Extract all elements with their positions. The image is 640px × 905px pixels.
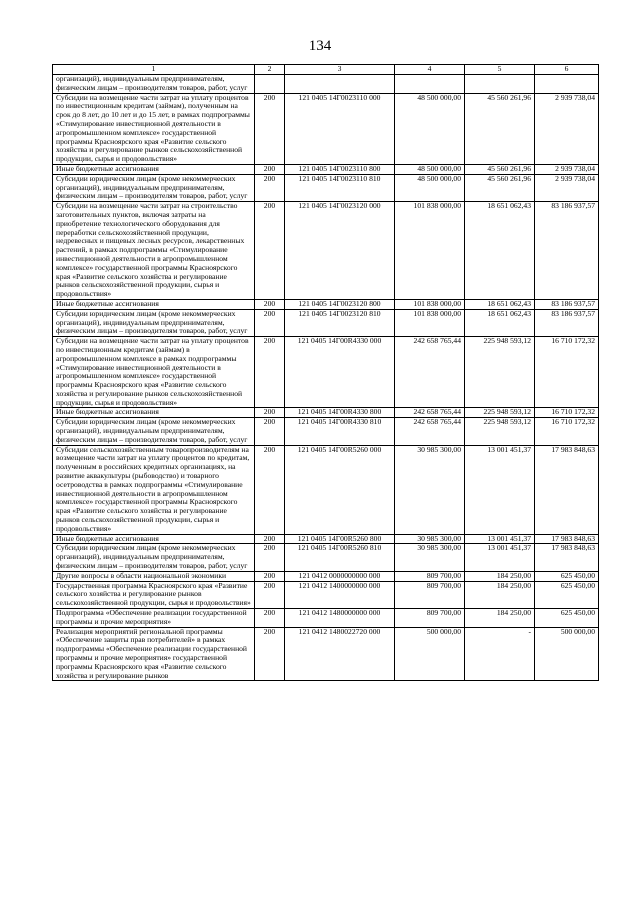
column-header: 4	[395, 65, 465, 75]
row-code: 200	[255, 445, 285, 534]
row-description: Субсидии юридическим лицам (кроме некоммерческих организаций), индивидуальным предпринимателям, физическим лицам – производителям товаров, работ, услуг	[53, 174, 255, 201]
table-row	[53, 534, 599, 544]
row-code: 200	[255, 571, 285, 581]
table-row	[53, 418, 599, 445]
row-code: 200	[255, 534, 285, 544]
row-description: Субсидии юридическим лицам (кроме некоммерческих организаций), индивидуальным предпринимателям, физическим лицам – производителям товаров, работ, услуг	[53, 544, 255, 571]
row-executed-amount: 225 948 593,12	[465, 408, 535, 418]
table-row	[53, 75, 599, 94]
row-executed-amount: 13 001 451,37	[465, 544, 535, 571]
row-budget-classification-code: 121 0405 14Г00R4330 810	[285, 418, 395, 445]
budget-table	[52, 64, 599, 681]
row-code: 200	[255, 309, 285, 336]
row-budget-classification-code: 121 0405 14Г00R5260 000	[285, 445, 395, 534]
row-budget-classification-code: 121 0412 1480000000 000	[285, 609, 395, 628]
row-executed-amount: 225 948 593,12	[465, 337, 535, 408]
row-description: Подпрограмма «Обеспечение реализации государственной программы и прочие мероприятия»	[53, 609, 255, 628]
row-executed-amount: -	[465, 627, 535, 681]
row-unexecuted-amount: 83 186 937,57	[535, 202, 599, 300]
row-approved-amount: 242 658 765,44	[395, 408, 465, 418]
row-approved-amount: 242 658 765,44	[395, 418, 465, 445]
row-unexecuted-amount: 17 983 848,63	[535, 534, 599, 544]
table-row	[53, 202, 599, 300]
row-executed-amount: 18 651 062,43	[465, 309, 535, 336]
row-unexecuted-amount: 625 450,00	[535, 581, 599, 608]
row-budget-classification-code: 121 0412 1400000000 000	[285, 581, 395, 608]
row-unexecuted-amount: 625 450,00	[535, 609, 599, 628]
row-approved-amount: 48 500 000,00	[395, 174, 465, 201]
column-header: 6	[535, 65, 599, 75]
row-budget-classification-code: 121 0405 14Г0023110 800	[285, 164, 395, 174]
column-header: 3	[285, 65, 395, 75]
row-unexecuted-amount: 2 939 738,04	[535, 174, 599, 201]
row-code: 200	[255, 609, 285, 628]
row-approved-amount: 809 700,00	[395, 581, 465, 608]
row-unexecuted-amount: 83 186 937,57	[535, 309, 599, 336]
row-budget-classification-code: 121 0405 14Г0023110 000	[285, 93, 395, 164]
row-approved-amount: 101 838 000,00	[395, 309, 465, 336]
row-executed-amount: 184 250,00	[465, 581, 535, 608]
table-row	[53, 544, 599, 571]
row-approved-amount	[395, 75, 465, 94]
row-unexecuted-amount	[535, 75, 599, 94]
table-row	[53, 299, 599, 309]
row-code: 200	[255, 581, 285, 608]
row-budget-classification-code: 121 0412 1480022720 000	[285, 627, 395, 681]
row-unexecuted-amount: 2 939 738,04	[535, 93, 599, 164]
row-budget-classification-code: 121 0405 14Г00R4330 000	[285, 337, 395, 408]
row-approved-amount: 48 500 000,00	[395, 93, 465, 164]
row-budget-classification-code: 121 0405 14Г0023110 810	[285, 174, 395, 201]
row-description: Субсидии на возмещение части затрат на строительство заготовительных пунктов, включая затраты на приобретение технологического оборудования для переработки сельскохозяйственной продукции, недревесных и пищевых лесных ресурсов, лекарственных растений, в рамках подпрограммы «Стимулирование инвестиционной деятельности в агропромышленном комплексе» государственной программы Красноярского края «Развитие сельского хозяйства и регулирование рынков сельскохозяйственной продукции, сырья и продовольствия»	[53, 202, 255, 300]
row-description: Иные бюджетные ассигнования	[53, 164, 255, 174]
table-row	[53, 174, 599, 201]
row-description: организаций), индивидуальным предпринимателям, физическим лицам – производителям товаров, работ, услуг	[53, 75, 255, 94]
row-unexecuted-amount: 17 983 848,63	[535, 445, 599, 534]
row-description: Иные бюджетные ассигнования	[53, 299, 255, 309]
row-unexecuted-amount: 500 000,00	[535, 627, 599, 681]
row-unexecuted-amount: 16 710 172,32	[535, 408, 599, 418]
row-description: Субсидии сельскохозяйственным товаропроизводителям на возмещение части затрат на уплату процентов по кредитам, полученным в российских кредитных организациях, на развитие аквакультуры (рыбоводство) и товарного осетроводства в рамках подпрограммы «Стимулирование инвестиционной деятельности в агропромышленном комплексе» государственной программы Красноярского края «Развитие сельского хозяйства и регулирование рынков сельскохозяйственной продукции, сырья и продовольствия»	[53, 445, 255, 534]
row-approved-amount: 30 985 300,00	[395, 445, 465, 534]
column-header: 1	[53, 65, 255, 75]
row-description: Субсидии юридическим лицам (кроме некоммерческих организаций), индивидуальным предпринимателям, физическим лицам – производителям товаров, работ, услуг	[53, 309, 255, 336]
row-budget-classification-code: 121 0405 14Г00R5260 810	[285, 544, 395, 571]
row-executed-amount: 18 651 062,43	[465, 202, 535, 300]
row-executed-amount: 18 651 062,43	[465, 299, 535, 309]
row-description: Реализация мероприятий региональной программы «Обеспечение защиты прав потребителей» в рамках подпрограммы «Обеспечение реализации государственной программы и прочие мероприятия» государственной программы Красноярского края «Развитие сельского хозяйства и регулирование рынков	[53, 627, 255, 681]
row-description: Иные бюджетные ассигнования	[53, 534, 255, 544]
row-executed-amount: 45 560 261,96	[465, 174, 535, 201]
column-header: 2	[255, 65, 285, 75]
row-budget-classification-code	[285, 75, 395, 94]
row-budget-classification-code: 121 0405 14Г0023120 800	[285, 299, 395, 309]
row-executed-amount: 184 250,00	[465, 571, 535, 581]
table-row	[53, 337, 599, 408]
row-description: Субсидии юридическим лицам (кроме некоммерческих организаций), индивидуальным предпринимателям, физическим лицам – производителям товаров, работ, услуг	[53, 418, 255, 445]
row-approved-amount: 101 838 000,00	[395, 299, 465, 309]
row-description: Субсидии на возмещение части затрат на уплату процентов по инвестиционным кредитам (займам), полученным на срок до 8 лет, до 10 лет и до 15 лет, в рамках подпрограммы «Стимулирование инвестиционной деятельности в агропромышленном комплексе» государственной программы Красноярского края «Развитие сельского хозяйства и регулирование рынков сельскохозяйственной продукции, сырья и продовольствия»	[53, 93, 255, 164]
row-approved-amount: 101 838 000,00	[395, 202, 465, 300]
row-code: 200	[255, 627, 285, 681]
row-code: 200	[255, 418, 285, 445]
table-row	[53, 93, 599, 164]
table-row	[53, 164, 599, 174]
table-row	[53, 627, 599, 681]
table-row	[53, 609, 599, 628]
row-unexecuted-amount: 2 939 738,04	[535, 164, 599, 174]
table-row	[53, 309, 599, 336]
row-budget-classification-code: 121 0405 14Г0023120 810	[285, 309, 395, 336]
row-description: Государственная программа Красноярского края «Развитие сельского хозяйства и регулирование рынков сельскохозяйственной продукции, сырья и продовольствия»	[53, 581, 255, 608]
row-description: Иные бюджетные ассигнования	[53, 408, 255, 418]
row-code: 200	[255, 93, 285, 164]
table-row	[53, 408, 599, 418]
page-number: 134	[308, 38, 332, 54]
row-executed-amount: 13 001 451,37	[465, 534, 535, 544]
row-unexecuted-amount: 16 710 172,32	[535, 418, 599, 445]
row-executed-amount: 45 560 261,96	[465, 164, 535, 174]
row-code	[255, 75, 285, 94]
row-description: Субсидии на возмещение части затрат на уплату процентов по инвестиционным кредитам (займам) в агропромышленном комплексе в рамках подпрограммы «Стимулирование инвестиционной деятельности в агропромышленном комплексе» государственной программы Красноярского края «Развитие сельского хозяйства и регулирование рынков сельскохозяйственной продукции, сырья и продовольствия»	[53, 337, 255, 408]
row-approved-amount: 48 500 000,00	[395, 164, 465, 174]
row-approved-amount: 30 985 300,00	[395, 534, 465, 544]
row-budget-classification-code: 121 0405 14Г00R5260 800	[285, 534, 395, 544]
row-executed-amount	[465, 75, 535, 94]
row-approved-amount: 242 658 765,44	[395, 337, 465, 408]
row-approved-amount: 30 985 300,00	[395, 544, 465, 571]
table-row	[53, 571, 599, 581]
row-code: 200	[255, 202, 285, 300]
row-executed-amount: 184 250,00	[465, 609, 535, 628]
row-code: 200	[255, 337, 285, 408]
row-code: 200	[255, 164, 285, 174]
row-code: 200	[255, 174, 285, 201]
row-executed-amount: 45 560 261,96	[465, 93, 535, 164]
row-executed-amount: 13 001 451,37	[465, 445, 535, 534]
row-description: Другие вопросы в области национальной экономики	[53, 571, 255, 581]
row-approved-amount: 500 000,00	[395, 627, 465, 681]
row-budget-classification-code: 121 0412 0000000000 000	[285, 571, 395, 581]
row-unexecuted-amount: 16 710 172,32	[535, 337, 599, 408]
row-unexecuted-amount: 83 186 937,57	[535, 299, 599, 309]
row-approved-amount: 809 700,00	[395, 609, 465, 628]
row-unexecuted-amount: 625 450,00	[535, 571, 599, 581]
row-executed-amount: 225 948 593,12	[465, 418, 535, 445]
row-unexecuted-amount: 17 983 848,63	[535, 544, 599, 571]
row-code: 200	[255, 408, 285, 418]
table-row	[53, 581, 599, 608]
table-header-row	[53, 65, 599, 75]
row-code: 200	[255, 299, 285, 309]
column-header: 5	[465, 65, 535, 75]
row-budget-classification-code: 121 0405 14Г0023120 000	[285, 202, 395, 300]
row-budget-classification-code: 121 0405 14Г00R4330 800	[285, 408, 395, 418]
row-code: 200	[255, 544, 285, 571]
row-approved-amount: 809 700,00	[395, 571, 465, 581]
table-row	[53, 445, 599, 534]
